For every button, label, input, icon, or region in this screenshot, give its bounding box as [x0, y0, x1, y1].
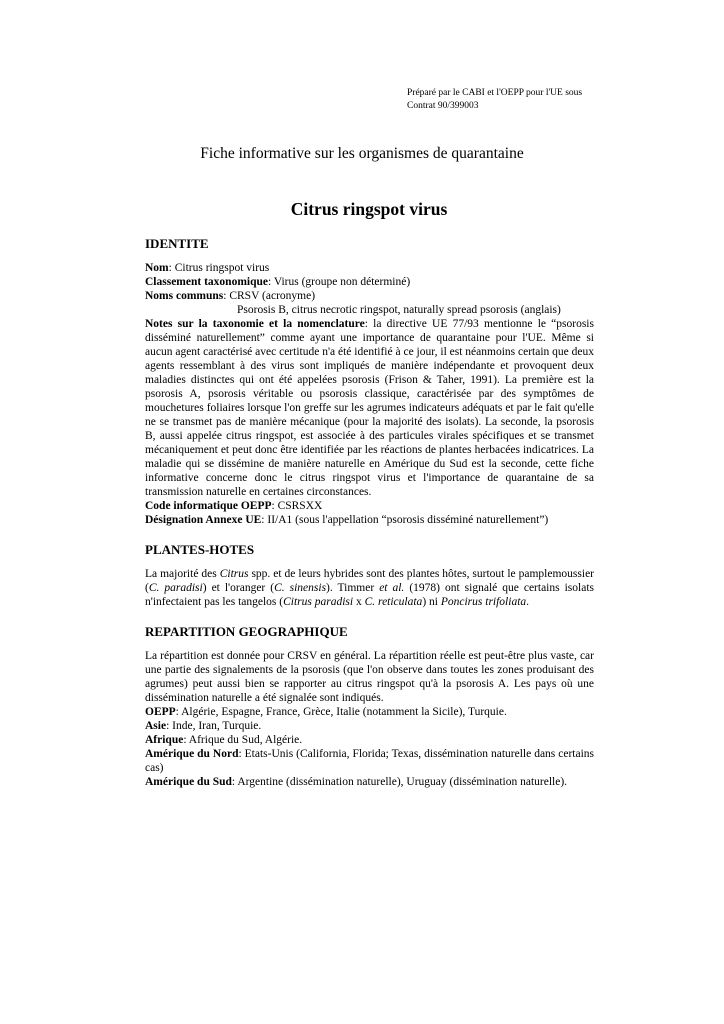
field-value: : CRSV (acronyme) — [223, 290, 316, 302]
text-run: ) ni — [422, 596, 441, 608]
field-oepp — [145, 705, 594, 719]
field-asie — [145, 719, 594, 733]
section-heading-identite: IDENTITE — [145, 236, 209, 251]
field-value: : Algérie, Espagne, France, Grèce, Italie (notamment la Sicile), Turquie. — [175, 706, 507, 718]
field-value: : II/A1 (sous l'appellation “psorosis disséminé naturellement”) — [261, 514, 549, 526]
text-run: ) et l'oranger ( — [202, 582, 275, 594]
field-notes-taxonomie — [145, 317, 594, 499]
field-noms-communs-line2: Psorosis B, citrus necrotic ringspot, naturally spread psorosis (anglais) — [237, 304, 561, 316]
field-value: : Etats-Unis (California, Florida; Texas, dissémination naturelle dans certains cas) — [145, 748, 595, 774]
field-designation-annexe — [145, 513, 594, 527]
text-run: spp. et de leurs hybrides sont des plantes hôtes, surtout le pamplemoussier ( — [145, 568, 595, 594]
field-classement — [145, 275, 594, 289]
field-amerique-sud — [145, 775, 594, 789]
document-title: Citrus ringspot virus — [290, 199, 448, 219]
plantes-hotes-paragraph — [145, 567, 594, 609]
text-run: . — [526, 596, 530, 608]
field-label: Afrique — [145, 734, 184, 746]
italic-run: C. paradisi — [148, 582, 203, 594]
document-subtitle: Fiche informative sur les organismes de quarantaine — [200, 145, 524, 162]
field-nom — [145, 261, 594, 275]
field-value: : Afrique du Sud, Algérie. — [183, 734, 303, 746]
field-value: : Citrus ringspot virus — [168, 262, 270, 274]
italic-run: C. reticulata — [364, 596, 423, 608]
repartition-intro: La répartition est donnée pour CRSV en général. La répartition réelle est peut-être plus vaste, car une partie des signalements de la psorosis (que l'on observe dans toutes les zones produisant des agrumes) peut aussi bien se rapporter au citrus ringspot qu'à la psorosis A. Les pays où une dissémination naturelle a été signalée sont indiqués. — [145, 650, 594, 704]
document-body — [145, 236, 594, 789]
text-run: La majorité des — [145, 568, 220, 580]
field-label: Noms communs — [145, 290, 224, 302]
text-run: (1978) ont signalé que certains isolats n'infectaient pas les tangelos ( — [145, 582, 594, 608]
field-value: : Virus (groupe non déterminé) — [268, 276, 411, 288]
field-label: Amérique du Sud — [145, 776, 232, 788]
field-afrique — [145, 733, 594, 747]
section-identite — [145, 236, 594, 527]
section-heading-plantes-hotes: PLANTES-HOTES — [145, 542, 255, 557]
field-label: Nom — [145, 262, 169, 274]
section-repartition — [145, 624, 594, 789]
prepared-line-1: Préparé par le CABI et l'OEPP pour l'UE sous — [407, 88, 583, 98]
section-heading-repartition: REPARTITION GEOGRAPHIQUE — [145, 624, 348, 639]
field-label: Amérique du Nord — [145, 748, 239, 760]
field-value: : la directive UE 77/93 mentionne le “psorosis disséminé naturellement” comme ayant une importance de quarantaine pour l'UE. Même si aucun agent caractérisé avec certitude n'a été identifié à ce jour, il est néanmoins certain que deux agents ressemblant à des virus sont impliqués de manière indépendante et provoquent deux maladies distinctes qui ont été appelées psorosis (Frison & Taher, 1991). La première est la psorosis A, psorosis véritable ou psorosis classique, caractérisée par des symptômes de mouchetures foliaires lorsque l'on greffe sur les agrumes indicateurs adéquats et par le fait qu'elle ne se transmet pas de manière mécanique (pour la majorité des isolats). La seconde, la psorosis B, aussi appelée citrus ringspot, est associée à des particules virales spécifiques et se transmet mécaniquement et peut donc être identifiée par les réactions de plantes herbacées indicatrices. La maladie qui se dissémine de manière naturelle en Amérique du Sud est la seconde, cette fiche informative concerne donc le citrus ringspot virus et l'importance de quarantaine de sa transmission naturelle en certaines circonstances. — [145, 318, 594, 498]
field-label: OEPP — [145, 706, 176, 718]
field-value: : CSRSXX — [271, 500, 323, 512]
italic-run: Citrus — [219, 568, 249, 580]
italic-run: Citrus paradisi — [283, 596, 354, 608]
text-run: x — [353, 596, 365, 608]
field-label: Désignation Annexe UE — [145, 514, 262, 526]
field-label: Classement taxonomique — [145, 276, 268, 288]
field-value: : Argentine (dissémination naturelle), Uruguay (dissémination naturelle). — [231, 776, 568, 788]
field-label: Notes sur la taxonomie et la nomenclature — [145, 318, 365, 330]
field-noms-communs — [145, 289, 594, 303]
field-value: : Inde, Iran, Turquie. — [166, 720, 262, 732]
field-amerique-nord — [145, 747, 594, 775]
section-plantes-hotes — [145, 542, 594, 609]
italic-run: C. sinensis — [274, 582, 327, 594]
field-label: Code informatique OEPP — [145, 500, 272, 512]
italic-run: et al. — [379, 582, 405, 594]
field-code-oepp — [145, 499, 594, 513]
prepared-note — [407, 87, 657, 113]
italic-run: Poncirus trifoliata — [440, 596, 527, 608]
prepared-line-2: Contrat 90/399003 — [407, 101, 479, 111]
text-run: ). Timmer — [326, 582, 380, 594]
field-label: Asie — [145, 720, 167, 732]
